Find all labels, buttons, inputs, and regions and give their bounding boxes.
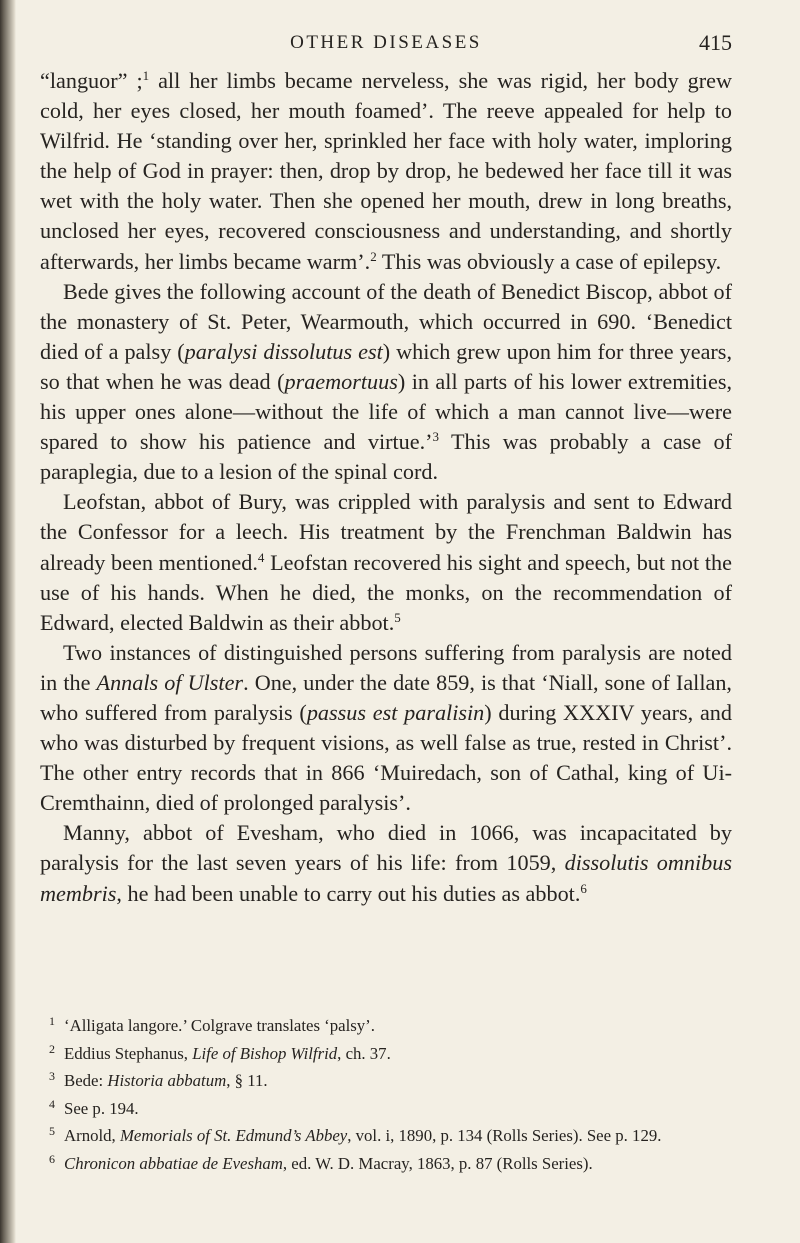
text-run: Bede: xyxy=(64,1071,108,1091)
text-run: , he had been unable to carry out his duties as abbot. xyxy=(116,880,581,906)
italic-text: paralysi dissolutus est xyxy=(184,338,383,364)
text-run: Eddius Stephanus, xyxy=(64,1043,193,1063)
footnote-reference: 6 xyxy=(580,880,587,896)
footnote-number: 3 xyxy=(49,1069,55,1084)
paragraph xyxy=(40,66,732,277)
italic-text: Annals of Ulster xyxy=(96,669,244,695)
text-run: ‘Alligata langore.’ Colgrave translates ‘palsy’. xyxy=(64,1016,375,1035)
footnote-number: 1 xyxy=(49,1014,55,1028)
page-header xyxy=(40,0,732,60)
book-page xyxy=(40,0,732,1173)
page-number: 415 xyxy=(699,30,732,55)
footnote-reference: 4 xyxy=(257,549,265,565)
text-run: This was probably a case of paraplegia, due to a lesion of the spinal cord. xyxy=(40,429,732,485)
footnote-number: 2 xyxy=(49,1041,55,1056)
italic-text: praemortuus xyxy=(284,368,398,394)
footnotes xyxy=(40,1010,732,1176)
text-run: Leofstan, abbot of Bury, was crippled with paralysis and sent to Edward the Confessor for a leech. His treatment by the Frenchman Baldwin has already been mentioned. xyxy=(40,489,732,575)
italic-text: Memorials of St. Edmund’s Abbey xyxy=(119,1126,348,1146)
body-text xyxy=(40,66,732,909)
footnote xyxy=(40,1038,732,1066)
text-run: Arnold, xyxy=(64,1126,120,1146)
footnote-reference: 5 xyxy=(394,609,401,625)
footnote xyxy=(40,1093,732,1121)
italic-text: Chronicon abbatiae de Evesham xyxy=(64,1153,283,1173)
text-run: , vol. i, 1890, p. 134 (Rolls Series). See p. 129. xyxy=(347,1126,662,1146)
footnote-number: 6 xyxy=(49,1151,55,1166)
footnote-reference: 2 xyxy=(370,248,377,264)
italic-text: Historia abbatum xyxy=(107,1071,227,1091)
footnote-number: 4 xyxy=(49,1096,55,1111)
text-run: ) in all parts of his lower extremities, his upper ones alone—without the life of which a man cannot live—were spared to show his patience and virtue.’ xyxy=(40,368,732,455)
footnote-reference: 3 xyxy=(432,429,440,445)
footnote-number: 5 xyxy=(49,1124,55,1139)
paragraph xyxy=(40,638,732,819)
italic-text: passus est paralisin xyxy=(306,699,485,725)
paragraph xyxy=(40,487,732,637)
footnote xyxy=(40,1065,732,1093)
book-spine-shadow xyxy=(0,0,16,1243)
paragraph xyxy=(40,277,732,488)
text-run: ) which grew upon him for three years, so that when he was dead ( xyxy=(40,338,732,394)
text-run: “languor” ; xyxy=(40,68,143,93)
running-head: OTHER DISEASES xyxy=(290,32,482,53)
text-run: See p. 194. xyxy=(64,1098,139,1118)
footnote xyxy=(40,1120,732,1148)
text-run: Leofstan recovered his sight and speech, but not the use of his hands. When he died, the monks, on the recommendation of Edward, elected Baldwin as their abbot. xyxy=(40,549,732,635)
footnote xyxy=(40,1010,732,1038)
text-run: Two instances of distinguished persons suffering from paralysis are noted in the xyxy=(40,639,732,695)
text-run: Bede gives the following account of the death of Benedict Biscop, abbot of the monastery of St. Peter, Wearmouth, which occurred in 690. ‘Benedict died of a palsy ( xyxy=(40,278,732,364)
text-run: Manny, abbot of Evesham, who died in 1066, was incapacitated by paralysis for the last seven years of his life: from 1059, xyxy=(40,820,732,876)
text-run: , § 11. xyxy=(226,1071,268,1091)
footnote-reference: 1 xyxy=(142,68,150,83)
paragraph xyxy=(40,818,732,908)
text-run: ) during XXXIV years, and who was disturbed by frequent visions, as well false as true, rested in Christ’. The other entry records that in 866 ‘Muiredach, son of Cathal, king of Ui-Cremthainn, died of prolonged paralysis’. xyxy=(40,699,732,816)
text-run: , ed. W. D. Macray, 1863, p. 87 (Rolls Series). xyxy=(282,1153,593,1173)
italic-text: Life of Bishop Wilfrid xyxy=(192,1043,338,1063)
text-run: , ch. 37. xyxy=(337,1043,391,1063)
text-run: . One, under the date 859, is that ‘Niall, sone of Iallan, who suffered from paralysis ( xyxy=(40,669,732,725)
footnote xyxy=(40,1148,732,1176)
text-run: all her limbs became nerveless, she was rigid, her body grew cold, her eyes closed, her mouth foamed’. The reeve appealed for help to Wilfrid. He ‘standing over her, sprinkled her face with holy water, imploring the help of God in prayer: then, drop by drop, he bedewed her face till it was wet with the holy water. Then she opened her mouth, drew in long breaths, unclosed her eyes, recovered consciousness and understanding, and shortly afterwards, her limbs became warm’. xyxy=(40,68,732,274)
italic-text: dissolutis omnibus membris xyxy=(40,850,732,906)
text-run: This was obviously a case of epilepsy. xyxy=(376,248,722,274)
